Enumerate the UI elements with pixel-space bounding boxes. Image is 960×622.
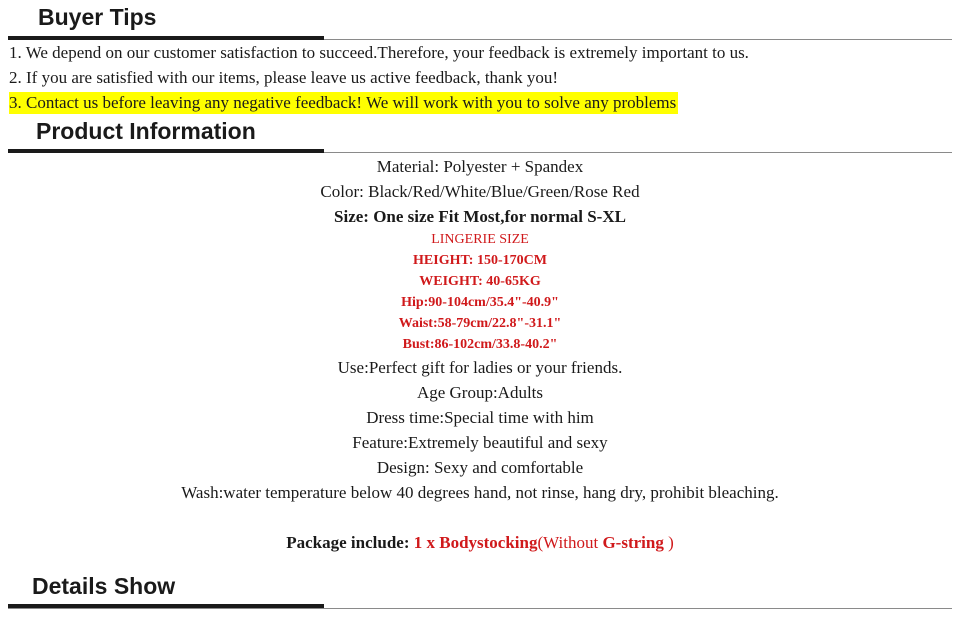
size-line: Size: One size Fit Most,for normal S-XL	[334, 207, 626, 226]
use-line: Use:Perfect gift for ladies or your friends.	[337, 358, 623, 377]
header-accent-bar	[8, 149, 324, 153]
product-info-header	[8, 116, 952, 154]
buyer-tip-3-highlighted: 3. Contact us before leaving any negative feedback! We will work with you to solve any problems	[9, 93, 677, 112]
package-item: 1 x Bodystocking	[413, 533, 538, 552]
height-line: HEIGHT: 150-170CM	[413, 253, 547, 268]
product-info-heading: Product Information	[36, 118, 256, 144]
package-line	[0, 532, 960, 554]
header-divider-line	[8, 608, 952, 609]
package-label: Package include:	[286, 533, 414, 552]
weight-line: WEIGHT: 40-65KG	[419, 274, 541, 289]
bust-line: Bust:86-102cm/33.8-40.2"	[402, 337, 558, 352]
buyer-tip-1: 1. We depend on our customer satisfaction to succeed.Therefore, your feedback is extremely important to us.	[9, 43, 749, 62]
buyer-tip-2: 2. If you are satisfied with our items, please leave us active feedback, thank you!	[9, 68, 558, 87]
buyer-tips-header	[8, 2, 952, 40]
material-line: Material: Polyester + Spandex	[376, 157, 584, 176]
lingerie-size-label: LINGERIE SIZE	[431, 232, 529, 247]
wash-line: Wash:water temperature below 40 degrees hand, not rinse, hang dry, prohibit bleaching.	[181, 483, 779, 502]
buyer-tips-heading: Buyer Tips	[38, 4, 157, 30]
details-show-heading: Details Show	[32, 573, 176, 599]
package-note-close: )	[663, 533, 674, 552]
header-accent-bar	[8, 604, 324, 608]
waist-line: Waist:58-79cm/22.8"-31.1"	[398, 316, 562, 331]
dress-time-line: Dress time:Special time with him	[366, 408, 594, 427]
package-note-open: (Without	[537, 533, 603, 552]
design-line: Design: Sexy and comfortable	[376, 458, 584, 477]
color-line: Color: Black/Red/White/Blue/Green/Rose Red	[320, 182, 640, 201]
header-accent-bar	[8, 36, 324, 40]
age-group-line: Age Group:Adults	[416, 383, 544, 402]
package-note-bold: G-string	[602, 533, 664, 552]
hip-line: Hip:90-104cm/35.4"-40.9"	[401, 295, 559, 310]
details-show-header	[8, 572, 952, 612]
feature-line: Feature:Extremely beautiful and sexy	[352, 433, 608, 452]
